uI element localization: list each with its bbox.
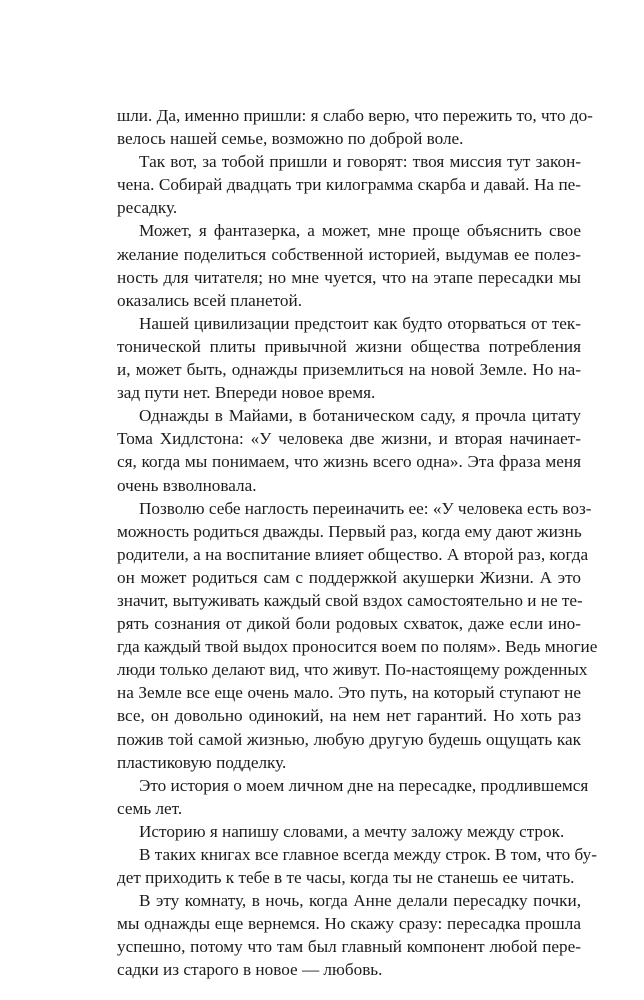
text-line: велось нашей семье, возможно по доброй воле. — [117, 129, 464, 149]
text-line: все, он довольно одинокий, на нем нет гарантий. Но хоть раз — [117, 706, 581, 726]
text-line: гда каждый твой выдох проносится воем по полям». Ведь многие — [117, 637, 598, 657]
text-line: пластиковую подделку. — [117, 752, 287, 772]
text-line: желание поделиться собственной историей, выдумав ее полез- — [117, 244, 581, 264]
text-line: Тома Хидлстона: «У человека две жизни, и вторая начинает- — [117, 429, 581, 449]
text-line: ся, когда мы понимаем, что жизнь всего одна». Эта фраза меня — [117, 452, 581, 472]
text-line: мы однажды еще вернемся. Но скажу сразу: пересадка прошла — [117, 914, 581, 934]
text-line: ресадку. — [117, 198, 178, 218]
text-line: семь лет. — [117, 798, 183, 818]
text-line: рять сознания от дикой боли родовых схваток, даже если ино- — [117, 614, 581, 634]
text-line: садки из старого в новое — любовь. — [117, 960, 383, 980]
text-line: Историю я напишу словами, а мечту заложу между строк. — [139, 821, 565, 841]
text-line: можность родиться дважды. Первый раз, когда ему дают жизнь — [117, 521, 582, 541]
text-line: Нашей цивилизации предстоит как будто оторваться от тек- — [139, 313, 581, 333]
text-line: Может, я фантазерка, а может, мне проще объяснить свое — [139, 221, 581, 241]
text-line: и, может быть, однажды приземлиться на новой Земле. Но на- — [117, 360, 581, 380]
text-line: ность для читателя; но мне чуется, что на этапе пересадки мы — [117, 267, 581, 287]
text-line: успешно, потому что там был главный компонент любой пере- — [117, 937, 581, 957]
text-line: Так вот, за тобой пришли и говорят: твоя миссия тут закон- — [139, 152, 581, 172]
text-line: оказались всей планетой. — [117, 290, 303, 310]
text-line: очень взволновала. — [117, 475, 257, 495]
text-line: зад пути нет. Впереди новое время. — [117, 383, 376, 403]
text-line: шли. Да, именно пришли: я слабо верю, что пережить то, что до- — [117, 106, 593, 125]
text-line: Однажды в Майами, в ботаническом саду, я прочла цитату — [139, 406, 581, 426]
text-line: Позволю себе наглость переиначить ее: «У человека есть воз- — [139, 498, 592, 518]
text-line: В таких книгах все главное всегда между строк. В том, что бу- — [139, 845, 597, 864]
text-line: чена. Собирай двадцать три килограмма скарба и давай. На пе- — [117, 175, 581, 195]
text-line: тонической плиты привычной жизни общества потребления — [117, 336, 581, 356]
text-line: родители, а на воспитание влияет общество. А второй раз, когда — [117, 544, 589, 564]
text-line: Это история о моем личном дне на пересадке, продлившемся — [139, 775, 589, 795]
text-line: пожив той самой жизнью, любую другую будешь ощущать как — [117, 729, 581, 749]
text-line: он может родиться сам с поддержкой акушерки Жизни. А это — [117, 567, 581, 587]
text-line: на Земле все еще очень мало. Это путь, на который ступают не — [117, 683, 581, 703]
text-line: дет приходить к тебе в те часы, когда ты не станешь ее читать. — [117, 868, 575, 888]
text-line: значит, вытуживать каждый свой вздох самостоятельно и не те- — [117, 590, 583, 610]
text-line: люди только делают вид, что живут. По-настоящему рожденных — [117, 660, 588, 680]
text-line: В эту комнату, в ночь, когда Анне делали пересадку почки, — [139, 891, 581, 911]
body-text — [117, 104, 598, 982]
